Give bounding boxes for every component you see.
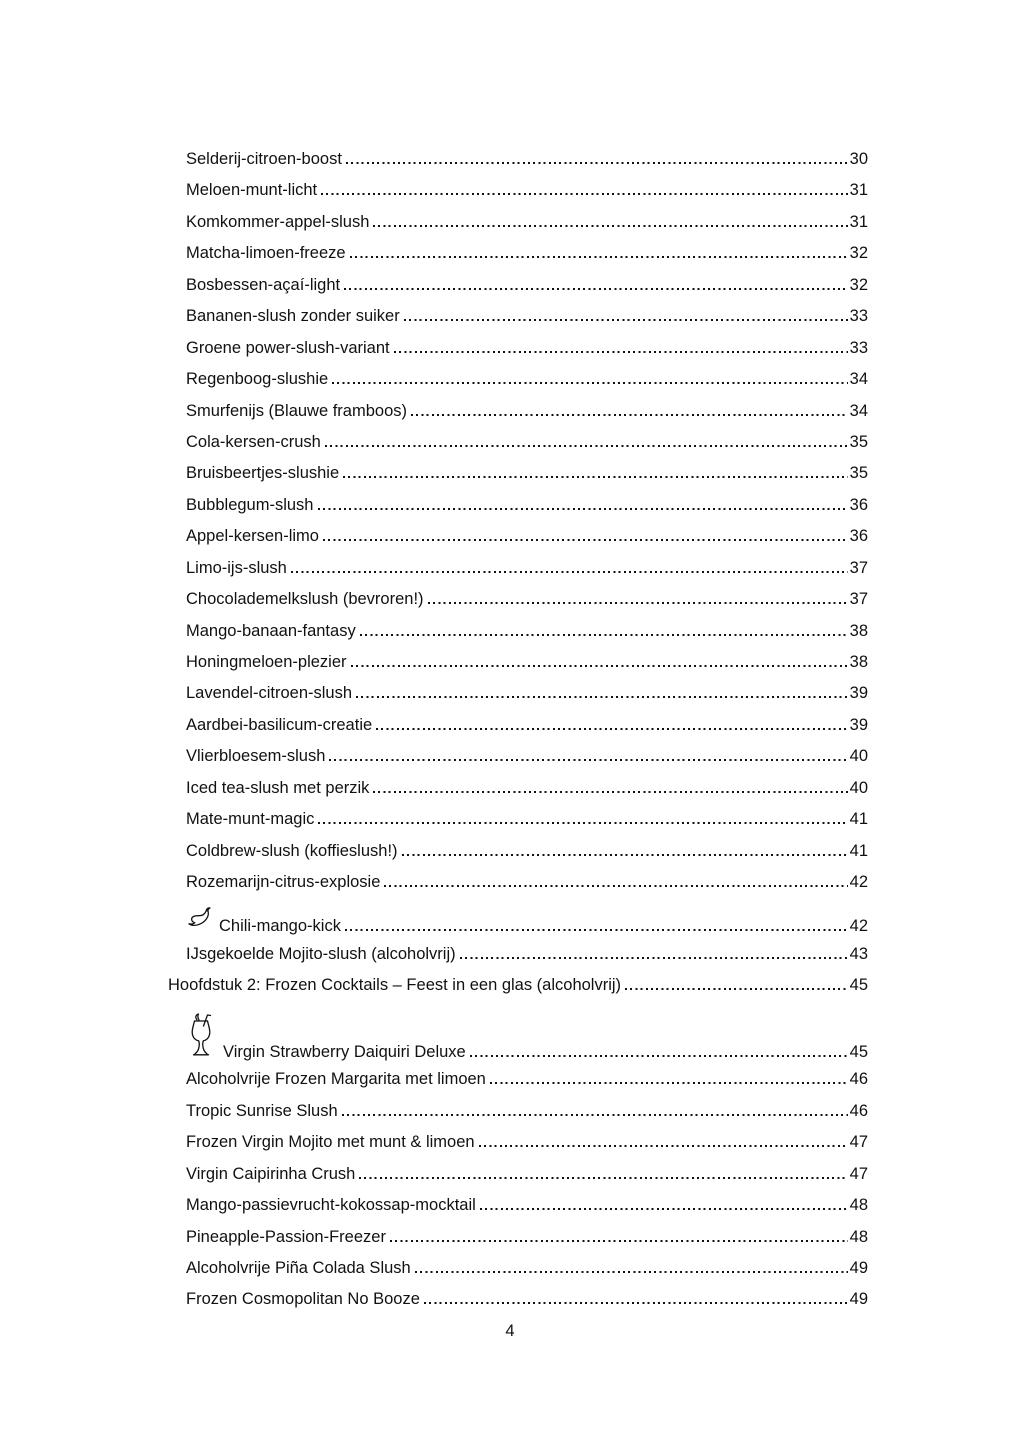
toc-entry[interactable] — [168, 1196, 868, 1227]
toc-entry[interactable] — [168, 1165, 868, 1196]
dotted-leader — [359, 1177, 847, 1179]
toc-entry-page-number: 47 — [849, 1164, 868, 1183]
toc-entry[interactable] — [168, 244, 868, 275]
toc-entry-title: Pineapple-Passion-Freezer — [186, 1227, 386, 1246]
toc-entry-title: Virgin Strawberry Daiquiri Deluxe — [223, 1043, 466, 1062]
toc-entry-title: Tropic Sunrise Slush — [186, 1101, 338, 1120]
toc-entry[interactable] — [168, 622, 868, 653]
chili-pepper-icon-slot — [186, 905, 212, 931]
toc-entry-page-number: 31 — [849, 181, 868, 200]
toc-entry-title: Mango-passievrucht-kokossap-mocktail — [186, 1196, 476, 1215]
dotted-leader — [460, 957, 848, 959]
dotted-leader — [344, 288, 848, 290]
toc-entry-title: Chili-mango-kick — [219, 916, 341, 935]
tropical-drink-icon — [186, 1007, 216, 1057]
toc-entry-page-number: 35 — [849, 432, 868, 451]
chili-pepper-icon — [186, 905, 212, 931]
toc-entry-title: Smurfenijs (Blauwe framboos) — [186, 401, 407, 420]
toc-entry-title: Limo-ijs-slush — [186, 558, 287, 577]
toc-entry-page-number: 30 — [849, 150, 868, 168]
toc-entry[interactable] — [168, 464, 868, 495]
dotted-leader — [390, 1240, 848, 1242]
toc-entry-page-number: 32 — [849, 244, 868, 263]
dotted-leader — [329, 759, 847, 761]
toc-entry-title: Cola-kersen-crush — [186, 432, 321, 451]
toc-entry-page-number: 31 — [849, 212, 868, 231]
dotted-leader — [346, 162, 848, 164]
toc-entry-page-number: 42 — [849, 873, 868, 892]
dotted-leader — [332, 382, 847, 384]
toc-entry-page-number: 40 — [849, 778, 868, 797]
toc-entry-page-number: 38 — [849, 621, 868, 640]
toc-entry[interactable] — [168, 1228, 868, 1259]
dotted-leader — [404, 319, 848, 321]
toc-entry-title: Aardbei-basilicum-creatie — [186, 715, 373, 734]
dotted-leader — [402, 854, 848, 856]
tropical-drink-icon-slot — [186, 1007, 216, 1057]
toc-entry[interactable] — [168, 433, 868, 464]
toc-entry-title: Bananen-slush zonder suiker — [186, 307, 400, 326]
toc-entry[interactable] — [168, 370, 868, 401]
dotted-leader — [318, 822, 847, 824]
toc-entry-title: Honingmeloen-plezier — [186, 653, 347, 671]
toc-entry-page-number: 48 — [849, 1227, 868, 1246]
toc-entry[interactable] — [168, 496, 868, 527]
toc-entry[interactable] — [168, 339, 868, 370]
toc-entry[interactable] — [168, 150, 868, 181]
toc-entry-title: Regenboog-slushie — [186, 370, 329, 389]
toc-entry-title: Bruisbeertjes-slushie — [186, 464, 340, 483]
toc-entry-title: Frozen Virgin Mojito met munt & limoen — [186, 1133, 475, 1152]
toc-entry-page-number: 38 — [849, 653, 868, 671]
dotted-leader — [342, 1114, 848, 1116]
toc-entry-page-number: 33 — [849, 307, 868, 326]
toc-entry[interactable] — [168, 181, 868, 212]
toc-entry-page-number: 42 — [849, 916, 868, 935]
toc-entry-page-number: 45 — [849, 1043, 868, 1062]
toc-entry[interactable] — [168, 810, 868, 841]
toc-entry[interactable] — [168, 590, 868, 621]
dotted-leader — [480, 1208, 848, 1210]
toc-entry[interactable] — [168, 1070, 868, 1101]
dotted-leader — [318, 508, 848, 510]
dotted-leader — [356, 696, 848, 698]
toc-chapter-entry[interactable] — [168, 976, 868, 1007]
toc-entry-page-number: 36 — [849, 527, 868, 546]
toc-entry-title: Virgin Caipirinha Crush — [186, 1164, 356, 1183]
toc-entry[interactable] — [168, 559, 868, 590]
toc-entry-page-number: 45 — [849, 975, 868, 994]
toc-entry[interactable] — [168, 842, 868, 873]
toc-entry-title: Rozemarijn-citrus-explosie — [186, 873, 381, 892]
toc-entry[interactable] — [168, 1102, 868, 1133]
toc-entry-page-number: 46 — [849, 1101, 868, 1120]
toc-entry[interactable] — [168, 779, 868, 810]
dotted-leader — [384, 885, 847, 887]
toc-entry-title: Coldbrew-slush (koffieslush!) — [186, 841, 398, 860]
toc-entry-page-number: 46 — [849, 1070, 868, 1089]
toc-entry-title: Bubblegum-slush — [186, 495, 314, 514]
toc-entry-title: Chocolademelkslush (bevroren!) — [186, 590, 424, 609]
toc-entry-page-number: 41 — [849, 810, 868, 829]
dotted-leader — [424, 1302, 848, 1304]
toc-entry-page-number: 36 — [849, 495, 868, 514]
toc-entry[interactable] — [168, 307, 868, 338]
dotted-leader — [394, 351, 848, 353]
toc-entry-page-number: 37 — [849, 558, 868, 577]
toc-entry-title: Iced tea-slush met perzik — [186, 778, 370, 797]
toc-entry[interactable] — [168, 1007, 868, 1070]
toc-entry-title: Selderij-citroen-boost — [186, 150, 342, 168]
toc-entry-title: Bosbessen-açaí-light — [186, 275, 341, 294]
page-number: 4 — [505, 1322, 515, 1340]
table-of-contents — [168, 150, 868, 1322]
dotted-leader — [325, 445, 848, 447]
toc-entry[interactable] — [168, 213, 868, 244]
toc-entry-page-number: 49 — [849, 1259, 868, 1277]
toc-entry[interactable] — [168, 873, 868, 904]
toc-entry[interactable] — [168, 653, 868, 684]
toc-entry-page-number: 34 — [849, 370, 868, 389]
toc-entry-title: Mate-munt-magic — [186, 810, 315, 829]
toc-entry[interactable] — [168, 1259, 868, 1290]
toc-entry[interactable] — [168, 945, 868, 976]
dotted-leader — [490, 1082, 848, 1084]
toc-entry[interactable] — [168, 747, 868, 778]
toc-entry-page-number: 39 — [849, 715, 868, 734]
dotted-leader — [376, 728, 847, 730]
toc-entry-title: IJsgekoelde Mojito-slush (alcoholvrij) — [186, 944, 456, 963]
toc-entry-title: Komkommer-appel-slush — [186, 212, 370, 231]
toc-entry-title: Lavendel-citroen-slush — [186, 684, 353, 703]
toc-entry-page-number: 48 — [849, 1196, 868, 1215]
toc-entry[interactable] — [168, 276, 868, 307]
toc-entry-page-number: 40 — [849, 747, 868, 766]
toc-entry[interactable] — [168, 402, 868, 433]
toc-entry-title: Appel-kersen-limo — [186, 527, 319, 546]
dotted-leader — [345, 929, 848, 931]
toc-entry[interactable] — [168, 905, 868, 945]
dotted-leader — [625, 988, 848, 990]
toc-entry-title: Mango-banaan-fantasy — [186, 621, 356, 640]
toc-entry-title: Matcha-limoen-freeze — [186, 244, 346, 263]
toc-entry[interactable] — [168, 684, 868, 715]
toc-entry-title: Alcoholvrije Piña Colada Slush — [186, 1259, 411, 1277]
toc-entry-page-number: 35 — [849, 464, 868, 483]
toc-entry-title: Vlierbloesem-slush — [186, 747, 326, 766]
dotted-leader — [360, 634, 848, 636]
toc-entry-title: Frozen Cosmopolitan No Booze — [186, 1290, 420, 1309]
dotted-leader — [343, 476, 847, 478]
dotted-leader — [415, 1271, 848, 1273]
toc-entry[interactable] — [168, 1290, 868, 1321]
toc-entry-page-number: 33 — [849, 338, 868, 357]
dotted-leader — [351, 665, 848, 667]
toc-entry-page-number: 43 — [849, 944, 868, 963]
dotted-leader — [323, 539, 848, 541]
dotted-leader — [291, 571, 848, 573]
dotted-leader — [373, 791, 847, 793]
dotted-leader — [350, 256, 848, 258]
toc-entry-title: Groene power-slush-variant — [186, 338, 390, 357]
toc-entry-page-number: 34 — [849, 401, 868, 420]
toc-entry-title: Alcoholvrije Frozen Margarita met limoen — [186, 1070, 486, 1089]
toc-entry-page-number: 47 — [849, 1133, 868, 1152]
dotted-leader — [428, 602, 848, 604]
toc-entry[interactable] — [168, 1133, 868, 1164]
toc-entry-page-number: 49 — [849, 1290, 868, 1309]
dotted-leader — [373, 225, 847, 227]
dotted-leader — [411, 414, 848, 416]
toc-entry-title: Meloen-munt-licht — [186, 181, 318, 200]
page-footer — [0, 1322, 1020, 1341]
dotted-leader — [321, 193, 848, 195]
dotted-leader — [479, 1145, 848, 1147]
toc-entry-page-number: 41 — [849, 841, 868, 860]
toc-entry-page-number: 32 — [849, 275, 868, 294]
toc-entry[interactable] — [168, 527, 868, 558]
toc-entry[interactable] — [168, 716, 868, 747]
toc-entry-title: Hoofdstuk 2: Frozen Cocktails – Feest in een glas (alcoholvrij) — [168, 975, 622, 994]
toc-entry-page-number: 37 — [849, 590, 868, 609]
dotted-leader — [470, 1055, 848, 1057]
toc-entry-page-number: 39 — [849, 684, 868, 703]
